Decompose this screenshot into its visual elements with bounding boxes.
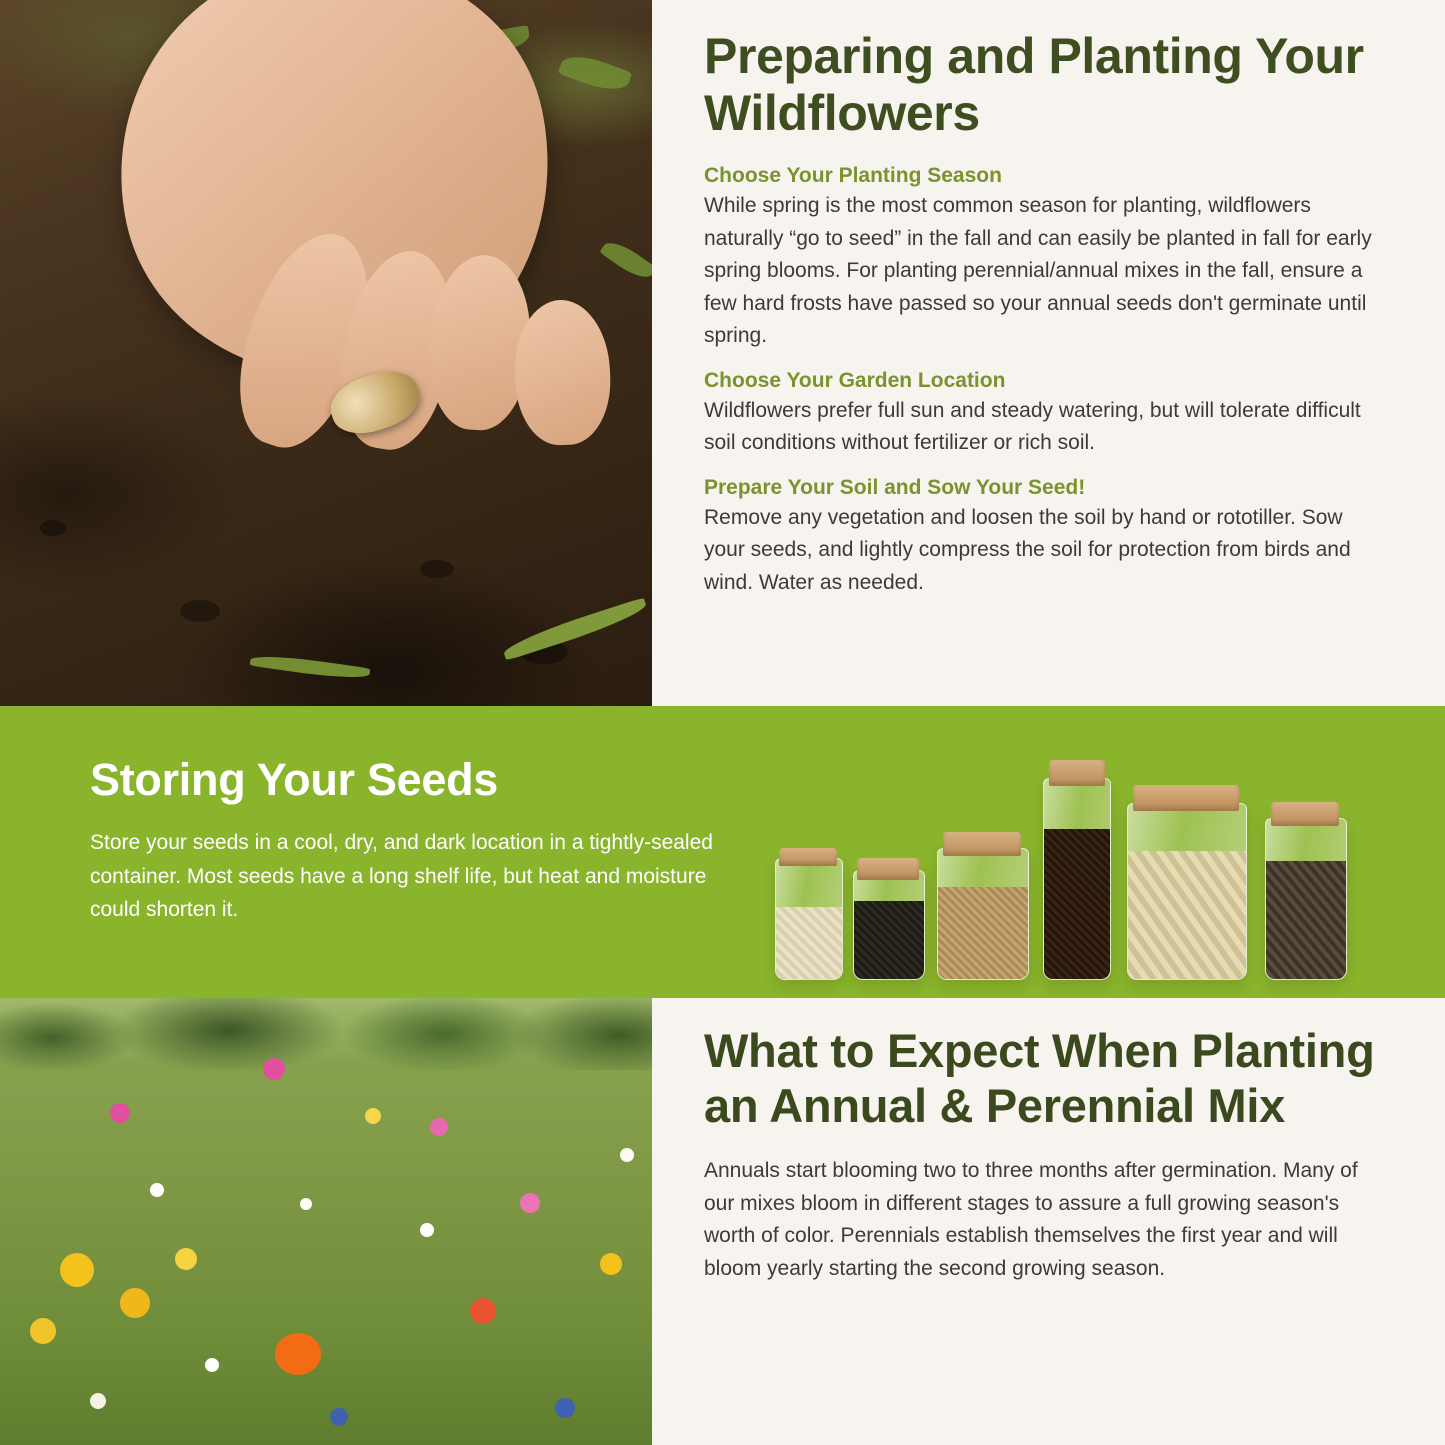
flower-blossom: [300, 1198, 312, 1210]
seed-jar: [1127, 803, 1247, 980]
flower-blossom: [330, 1408, 348, 1426]
seed-jars-photo: [765, 728, 1385, 998]
storing-seeds-title: Storing Your Seeds: [90, 754, 499, 805]
paragraph-prepare-soil: Remove any vegetation and loosen the soil by hand or rototiller. Sow your seeds, and lightly compress the soil for protection from birds and wind. Water as needed.: [704, 505, 1351, 594]
section3-text-column: [652, 998, 1445, 1445]
jar-contents: [1266, 861, 1346, 979]
flower-blossom: [120, 1288, 150, 1318]
flower-blossom: [520, 1193, 540, 1213]
soil-clod: [180, 600, 220, 622]
section1-text-column: [652, 0, 1445, 706]
jar-contents: [854, 901, 924, 979]
what-to-expect-paragraph: Annuals start blooming two to three months after germination. Many of our mixes bloom in different stages to assure a full growing season's worth of color. Perennials establish themselves the first year and will bloom yearly starting the second growing season.: [704, 1159, 1358, 1280]
flower-blossom: [30, 1318, 56, 1344]
subheading-garden-location: Choose Your Garden Location: [704, 368, 1006, 392]
seed-jar: [775, 858, 843, 980]
section-storing-your-seeds: [0, 706, 1445, 998]
page-title: Preparing and Planting Your Wildflowers: [704, 28, 1364, 141]
paragraph-planting-season: While spring is the most common season for planting, wildflowers naturally “go to seed” in the fall and can easily be planted in fall for early spring blooms. For planting perennial/annual mixes in the fall, ensure a few hard frosts have passed so your annual seeds don't germinate until spring.: [704, 194, 1372, 348]
soil-clod: [420, 560, 454, 578]
jar-cork: [943, 832, 1021, 856]
paragraph-garden-location: Wildflowers prefer full sun and steady watering, but will tolerate difficult soil conditions without fertilizer or rich soil.: [704, 398, 1361, 455]
section-what-to-expect: [0, 998, 1445, 1445]
jar-contents: [1128, 851, 1246, 979]
jar-cork: [779, 848, 837, 866]
flower-blossom: [420, 1223, 434, 1237]
seed-jar: [1265, 818, 1347, 980]
soil-clod: [40, 520, 66, 536]
flower-blossom: [175, 1248, 197, 1270]
flower-blossom: [275, 1333, 321, 1375]
storing-seeds-paragraph: Store your seeds in a cool, dry, and dark location in a tightly-sealed container. Most seeds have a long shelf life, but heat and moisture could shorten it.: [90, 831, 713, 922]
section2-text-column: [90, 754, 730, 927]
jar-contents: [776, 907, 842, 979]
flower-blossom: [263, 1058, 285, 1080]
jar-contents: [938, 887, 1028, 979]
flower-blossom: [620, 1148, 634, 1162]
flower-blossom: [110, 1103, 130, 1123]
flower-blossom: [430, 1118, 448, 1136]
subheading-prepare-soil: Prepare Your Soil and Sow Your Seed!: [704, 475, 1086, 499]
flower-blossom: [60, 1253, 94, 1287]
flower-blossom: [90, 1393, 106, 1409]
flower-blossom: [555, 1398, 575, 1418]
section-preparing-and-planting: [0, 0, 1445, 706]
flower-blossom: [205, 1358, 219, 1372]
wildflower-meadow-photo: [0, 998, 652, 1445]
subheading-planting-season: Choose Your Planting Season: [704, 164, 1002, 187]
flower-blossom: [470, 1298, 496, 1324]
seed-jar: [1043, 778, 1111, 980]
seed-jar: [937, 848, 1029, 980]
seed-jar: [853, 870, 925, 980]
flower-blossom: [600, 1253, 622, 1275]
jar-cork: [1133, 785, 1239, 811]
jar-cork: [1049, 760, 1105, 786]
flower-blossom: [150, 1183, 164, 1197]
jar-cork: [1271, 802, 1339, 826]
what-to-expect-title: What to Expect When Planting an Annual & Perennial Mix: [704, 1024, 1375, 1132]
jar-contents: [1044, 829, 1110, 979]
flower-blossom: [365, 1108, 381, 1124]
jar-cork: [857, 858, 919, 880]
hand-sowing-seeds-photo: [0, 0, 652, 706]
tree-line: [0, 998, 652, 1070]
